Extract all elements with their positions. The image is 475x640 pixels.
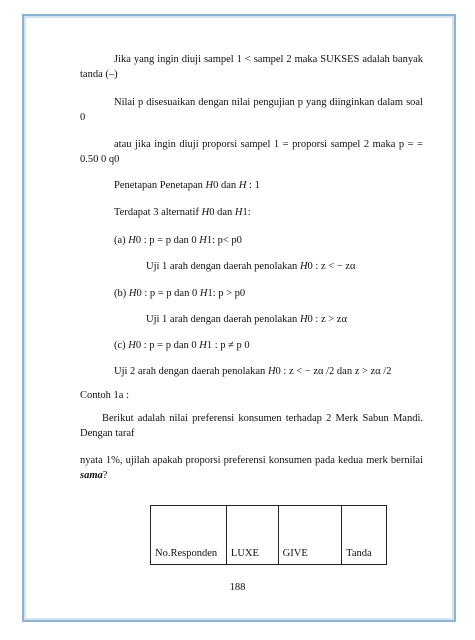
header-give: GIVE bbox=[278, 506, 342, 565]
emphasis-sama: sama bbox=[80, 470, 103, 481]
text-line: Berikut adalah nilai preferensi konsumen terhadap 2 Merk Sabun Mandi. Dengan taraf bbox=[80, 413, 423, 439]
alternative-b-test bbox=[80, 312, 423, 327]
h-symbol: H bbox=[128, 288, 137, 299]
text-part: Uji 1 arah dengan daerah penolakan bbox=[146, 261, 300, 272]
text-part: 0 : p = p dan 0 bbox=[136, 288, 200, 299]
text-part: 1: p< p0 bbox=[206, 235, 242, 246]
text-part: 0 dan bbox=[213, 180, 239, 191]
text-part: 0 : p = p dan 0 bbox=[135, 235, 200, 246]
h-symbol: H bbox=[128, 340, 136, 351]
text-part: 1 : p ≠ p 0 bbox=[206, 340, 250, 351]
text-part: (a) bbox=[114, 235, 129, 246]
text-line: Nilai p disesuaikan dengan nilai pengujian p yang diinginkan dalam soal 0 bbox=[80, 97, 423, 123]
table-header-row bbox=[151, 506, 387, 565]
paragraph-nilai-p bbox=[80, 95, 423, 125]
text-part: Uji 1 arah dengan daerah penolakan bbox=[146, 314, 300, 325]
h-symbol: H bbox=[201, 207, 210, 218]
alternative-a-test bbox=[80, 259, 423, 274]
h-symbol: H bbox=[205, 180, 214, 191]
h-symbol: H bbox=[128, 235, 136, 246]
header-no-responden: No.Responden bbox=[151, 506, 227, 565]
text-part: Penetapan Penetapan bbox=[114, 180, 206, 191]
example-heading bbox=[80, 388, 423, 403]
text-line: Contoh 1a : bbox=[80, 390, 129, 401]
text-part: (b) bbox=[114, 288, 129, 299]
text-part: Terdapat 3 alternatif bbox=[114, 207, 202, 218]
paragraph-proporsi bbox=[80, 137, 423, 167]
text-part: 0 : z > zα bbox=[307, 314, 347, 325]
paragraph-alternatif bbox=[80, 205, 423, 220]
text-part: ? bbox=[102, 470, 108, 481]
text-part: 0 dan bbox=[209, 207, 235, 218]
h-symbol: H bbox=[234, 207, 243, 218]
h-symbol: H bbox=[299, 314, 308, 325]
text-part: 1: p > p0 bbox=[207, 288, 246, 299]
h-symbol: H bbox=[267, 366, 276, 377]
text-part: nyata 1%, ujilah apakah proporsi preferensi konsumen pada kedua merk bernilai bbox=[80, 455, 423, 466]
text-part: 0 : z < − zα bbox=[307, 261, 356, 272]
page-number: 188 bbox=[229, 582, 246, 593]
alternative-a bbox=[80, 233, 423, 248]
text-part: 0 : z < − zα /2 dan z > zα /2 bbox=[275, 366, 392, 377]
data-table bbox=[150, 505, 387, 565]
h-symbol: H bbox=[199, 288, 208, 299]
h-symbol: H bbox=[199, 340, 207, 351]
text-part: : 1 bbox=[246, 180, 260, 191]
header-tanda: Tanda bbox=[342, 506, 387, 565]
text-part: 1: bbox=[242, 207, 251, 218]
text-line: Jika yang ingin diuji sampel 1 < sampel 2 maka SUKSES adalah banyak tanda (–) bbox=[80, 54, 423, 80]
text-part: Uji 2 arah dengan daerah penolakan bbox=[114, 366, 268, 377]
text-part: (c) bbox=[114, 340, 129, 351]
alternative-c-test bbox=[80, 364, 423, 379]
header-luxe: LUXE bbox=[226, 506, 278, 565]
paragraph-berikut bbox=[80, 411, 423, 441]
alternative-c bbox=[80, 338, 423, 353]
alternative-b bbox=[80, 286, 423, 301]
paragraph-nyata bbox=[80, 453, 423, 483]
text-line: atau jika ingin diuji proporsi sampel 1 = proporsi sampel 2 maka p = = 0.50 0 q0 bbox=[80, 139, 423, 165]
paragraph-penetapan bbox=[80, 178, 423, 193]
h-symbol: H bbox=[238, 180, 247, 191]
paragraph-sukses bbox=[80, 52, 423, 82]
h-symbol: H bbox=[199, 235, 207, 246]
text-part: 0 : p = p dan 0 bbox=[135, 340, 200, 351]
h-symbol: H bbox=[299, 261, 308, 272]
